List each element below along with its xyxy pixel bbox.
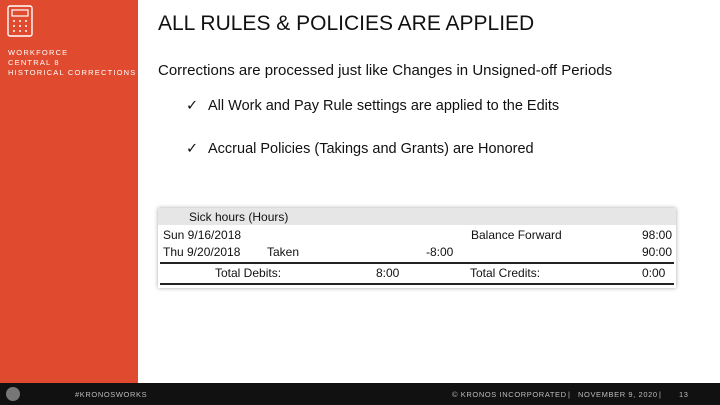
footer-company: © KRONOS INCORPORATED bbox=[452, 390, 567, 399]
sidebar-section-label bbox=[8, 48, 137, 78]
bullet-item bbox=[186, 98, 559, 114]
row-balance: 90:00 bbox=[642, 245, 673, 259]
footer-date: NOVEMBER 9, 2020 bbox=[578, 390, 658, 399]
total-credits-label: Total Credits: bbox=[470, 266, 541, 280]
sidebar-panel bbox=[0, 0, 138, 383]
footer-separator: | bbox=[659, 390, 662, 399]
total-debits-value: 8:00 bbox=[376, 266, 400, 280]
footer-separator: | bbox=[568, 390, 571, 399]
footer-page-number: 13 bbox=[679, 390, 689, 399]
table-divider bbox=[160, 262, 674, 264]
accrual-table bbox=[158, 208, 676, 288]
footer-bar bbox=[0, 383, 720, 405]
row-type: Taken bbox=[267, 245, 300, 259]
bullet-text: All Work and Pay Rule settings are applied to the Edits bbox=[208, 98, 560, 114]
row-label: Balance Forward bbox=[471, 228, 562, 242]
total-debits-label: Total Debits: bbox=[215, 266, 282, 280]
slide-subtitle: Corrections are processed just like Changes in Unsigned-off Periods bbox=[158, 62, 613, 79]
bullet-item bbox=[186, 141, 534, 157]
kronos-logo-icon bbox=[6, 387, 20, 401]
sidebar-line-2: CENTRAL 8 bbox=[8, 58, 60, 67]
footer-hashtag: #KRONOSWORKS bbox=[75, 390, 148, 399]
total-credits-value: 0:00 bbox=[642, 266, 666, 280]
sidebar-line-1: WORKFORCE bbox=[8, 48, 69, 57]
table-bottom-rule bbox=[160, 283, 674, 285]
row-amount: -8:00 bbox=[426, 245, 454, 259]
accrual-table-title: Sick hours (Hours) bbox=[189, 210, 289, 224]
row-balance: 98:00 bbox=[642, 228, 673, 242]
row-date: Thu 9/20/2018 bbox=[163, 245, 241, 259]
slide-title: ALL RULES & POLICIES ARE APPLIED bbox=[158, 12, 535, 35]
checkmark-icon: ✓ bbox=[186, 141, 199, 157]
checkmark-icon: ✓ bbox=[186, 98, 199, 114]
calculator-icon bbox=[7, 5, 33, 37]
bullet-text: Accrual Policies (Takings and Grants) are Honored bbox=[208, 141, 534, 157]
accrual-table-header bbox=[158, 208, 676, 225]
row-date: Sun 9/16/2018 bbox=[163, 228, 242, 242]
sidebar-line-3: HISTORICAL CORRECTIONS bbox=[8, 68, 137, 77]
